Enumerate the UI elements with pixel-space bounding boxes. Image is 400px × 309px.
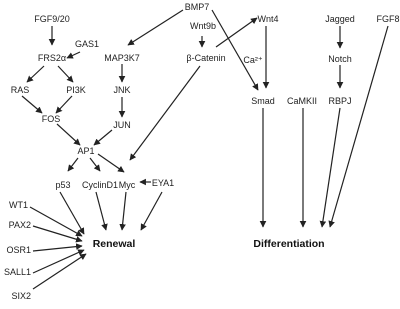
node-wnt4: Wnt4 bbox=[257, 14, 279, 24]
node-smad: Smad bbox=[251, 96, 275, 106]
outcome-renewal: Renewal bbox=[92, 238, 136, 250]
node-pi3k: PI3K bbox=[66, 85, 86, 95]
node-six2: SIX2 bbox=[11, 291, 31, 301]
node-eya1: EYA1 bbox=[151, 178, 175, 188]
arrow-eya1-renewal bbox=[141, 192, 162, 230]
arrow-sall1-renewal bbox=[33, 250, 84, 273]
arrow-osr1-renewal bbox=[33, 246, 82, 251]
node-notch: Notch bbox=[328, 54, 352, 64]
arrow-rbpj-differentiation bbox=[322, 108, 340, 227]
node-ras: RAS bbox=[10, 85, 30, 95]
node-map3k7: MAP3K7 bbox=[104, 53, 140, 63]
arrow-bmp7-map3k7 bbox=[128, 10, 183, 45]
arrow-wt1-renewal bbox=[30, 207, 82, 236]
outcome-differentiation: Differentiation bbox=[253, 238, 325, 250]
node-ca2: Ca²⁺ bbox=[243, 55, 263, 65]
arrow-pax2-renewal bbox=[33, 226, 82, 241]
node-camkii: CaMKII bbox=[286, 96, 318, 106]
node-myc: Myc bbox=[118, 180, 136, 190]
node-fgf8: FGF8 bbox=[376, 14, 400, 24]
node-jun: JUN bbox=[113, 120, 131, 130]
node-jagged: Jagged bbox=[325, 14, 355, 24]
arrow-frs2a-pi3k bbox=[58, 66, 73, 82]
arrow-ras-fos bbox=[22, 96, 42, 113]
arrow-frs2a-ras bbox=[27, 66, 44, 82]
node-fgf9-20: FGF9/20 bbox=[34, 14, 70, 24]
arrow-cyclind1-renewal bbox=[96, 192, 106, 230]
node-cyclind1: CyclinD1 bbox=[81, 180, 119, 190]
node-frs2a: FRS2α bbox=[37, 53, 67, 63]
arrow-pi3k-fos bbox=[56, 96, 72, 113]
arrow-p53-renewal bbox=[60, 192, 84, 234]
node-jnk: JNK bbox=[113, 85, 131, 95]
node-wnt9b: Wnt9b bbox=[189, 21, 217, 31]
arrow-jun-ap1 bbox=[94, 130, 112, 145]
node-osr1: OSR1 bbox=[6, 245, 31, 255]
node-rbpj: RBPJ bbox=[328, 96, 352, 106]
node-beta-catenin: β-Catenin bbox=[186, 53, 226, 63]
arrow-betacatenin-wnt4 bbox=[216, 18, 257, 47]
arrow-betacatenin-myc bbox=[130, 66, 200, 160]
arrow-fos-ap1 bbox=[57, 124, 80, 145]
node-pax2: PAX2 bbox=[8, 220, 31, 230]
arrow-ap1-p53 bbox=[68, 158, 78, 171]
node-bmp7: BMP7 bbox=[184, 2, 210, 12]
node-ap1: AP1 bbox=[77, 146, 95, 156]
node-wt1: WT1 bbox=[9, 200, 28, 210]
arrow-gas1-frs2a bbox=[67, 52, 80, 58]
node-p53: p53 bbox=[55, 180, 71, 190]
node-sall1: SALL1 bbox=[3, 267, 31, 277]
node-fos: FOS bbox=[41, 114, 61, 124]
arrow-ap1-cyclind1 bbox=[90, 158, 100, 171]
arrow-ap1-myc bbox=[98, 154, 124, 172]
arrow-myc-renewal bbox=[122, 192, 126, 230]
node-gas1: GAS1 bbox=[74, 39, 100, 49]
arrow-six2-renewal bbox=[33, 254, 86, 289]
